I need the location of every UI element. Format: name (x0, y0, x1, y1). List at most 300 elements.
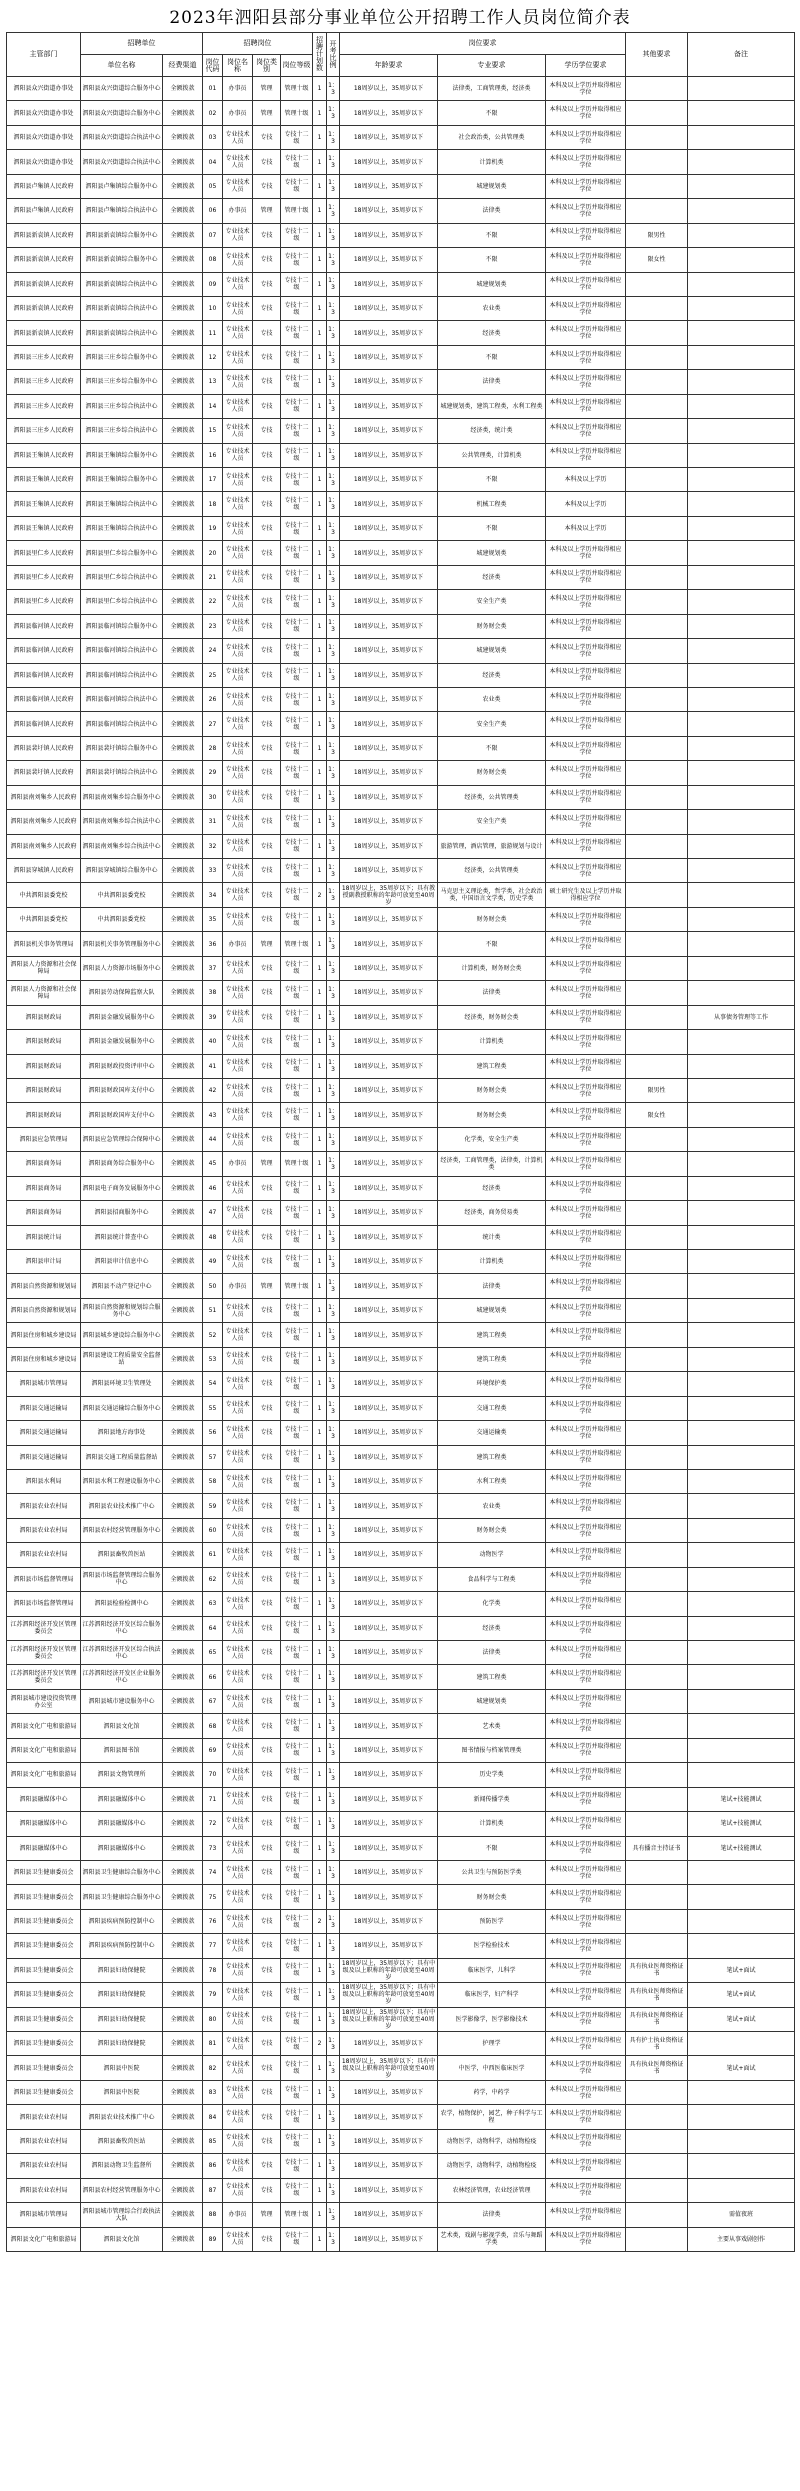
cell-post-code: 03 (203, 125, 223, 149)
cell-ratio: 1：3 (327, 1592, 340, 1616)
cell-age: 18周岁以上，35周岁以下 (340, 443, 438, 467)
cell-ratio: 1：3 (327, 1860, 340, 1884)
cell-post-code: 07 (203, 223, 223, 247)
cell-post-code: 44 (203, 1127, 223, 1151)
cell-unit-name: 泗阳县疾病预防控制中心 (81, 1934, 163, 1958)
cell-other (626, 199, 688, 223)
table-row (7, 1250, 795, 1274)
cell-unit-name: 中共泗阳县委党校 (81, 907, 163, 931)
cell-other (626, 736, 688, 760)
cell-other: 具有护士执业资格证书 (626, 2032, 688, 2056)
header-edu: 学历学位要求 (546, 55, 626, 77)
table-row (7, 370, 795, 394)
cell-post-level: 专技十二级 (281, 2032, 313, 2056)
cell-age: 18周岁以上，35周岁以下 (340, 1738, 438, 1762)
cell-post-type: 专技 (253, 1396, 281, 1420)
cell-post-code: 78 (203, 1958, 223, 1982)
table-row (7, 1469, 795, 1493)
cell-post-level: 专技十二级 (281, 516, 313, 540)
cell-major: 计算机类 (438, 1250, 546, 1274)
cell-ratio: 1：3 (327, 614, 340, 638)
cell-major: 财务财会类 (438, 1885, 546, 1909)
cell-major: 农业类 (438, 1494, 546, 1518)
cell-edu: 本科及以上学历并取得相应学位 (546, 1176, 626, 1200)
cell-dept: 泗阳县卫生健康委员会 (7, 1958, 81, 1982)
cell-funding: 全额拨款 (163, 1958, 203, 1982)
cell-remark (688, 394, 795, 418)
cell-post-level: 专技十二级 (281, 859, 313, 883)
cell-post-code: 71 (203, 1787, 223, 1811)
cell-funding: 全额拨款 (163, 2203, 203, 2227)
cell-ratio: 1：3 (327, 1030, 340, 1054)
table-row (7, 1812, 795, 1836)
cell-post-name: 专业技术人员 (223, 1689, 253, 1713)
cell-other: 具有执业医师资格证书 (626, 2007, 688, 2031)
cell-dept: 泗阳县农业农村局 (7, 1543, 81, 1567)
cell-other (626, 1469, 688, 1493)
cell-funding: 全额拨款 (163, 1543, 203, 1567)
cell-major: 食品科学与工程类 (438, 1567, 546, 1591)
table-row (7, 2032, 795, 2056)
cell-post-level: 专技十二级 (281, 1347, 313, 1371)
cell-ratio: 1：3 (327, 687, 340, 711)
cell-age: 18周岁以上，35周岁以下 (340, 907, 438, 931)
cell-plan: 1 (313, 1641, 327, 1665)
cell-age: 18周岁以上，35周岁以下 (340, 2178, 438, 2202)
table-row (7, 2056, 795, 2080)
cell-post-type: 专技 (253, 1812, 281, 1836)
cell-unit-name: 泗阳县不动产登记中心 (81, 1274, 163, 1298)
cell-other (626, 1054, 688, 1078)
cell-age: 18周岁以上，35周岁以下 (340, 590, 438, 614)
table-row (7, 834, 795, 858)
cell-unit-name: 泗阳县中医院 (81, 2056, 163, 2080)
cell-major: 交通工程类 (438, 1396, 546, 1420)
cell-post-level: 专技十二级 (281, 2227, 313, 2251)
cell-major: 不限 (438, 223, 546, 247)
cell-other (626, 810, 688, 834)
cell-age: 18周岁以上，35周岁以下 (340, 296, 438, 320)
cell-plan: 1 (313, 1518, 327, 1542)
positions-table (6, 32, 795, 2252)
table-row (7, 2154, 795, 2178)
cell-unit-name: 泗阳县财政投资评审中心 (81, 1054, 163, 1078)
cell-remark (688, 2080, 795, 2104)
cell-post-level: 专技十二级 (281, 1567, 313, 1591)
cell-major: 城建规划类，建筑工程类，水利工程类 (438, 394, 546, 418)
cell-major: 艺术类，戏剧与影视学类，音乐与舞蹈学类 (438, 2227, 546, 2251)
cell-unit-name: 泗阳县金融发展服务中心 (81, 1005, 163, 1029)
cell-remark (688, 1323, 795, 1347)
cell-post-code: 52 (203, 1323, 223, 1347)
cell-ratio: 1：3 (327, 883, 340, 907)
cell-edu: 本科及以上学历并取得相应学位 (546, 2227, 626, 2251)
cell-dept: 泗阳县卢集镇人民政府 (7, 199, 81, 223)
cell-post-code: 55 (203, 1396, 223, 1420)
cell-post-name: 专业技术人员 (223, 1372, 253, 1396)
cell-unit-name: 泗阳县建设工程质量安全监督站 (81, 1347, 163, 1371)
cell-plan: 1 (313, 1445, 327, 1469)
cell-plan: 2 (313, 1909, 327, 1933)
cell-post-type: 专技 (253, 1860, 281, 1884)
cell-age: 18周岁以上，35周岁以下 (340, 516, 438, 540)
cell-plan: 1 (313, 1812, 327, 1836)
cell-dept: 泗阳县南刘集乡人民政府 (7, 785, 81, 809)
cell-post-type: 专技 (253, 883, 281, 907)
cell-ratio: 1：3 (327, 394, 340, 418)
cell-age: 18周岁以上，35周岁以下 (340, 1030, 438, 1054)
cell-post-code: 69 (203, 1738, 223, 1762)
cell-other (626, 1812, 688, 1836)
cell-plan: 1 (313, 761, 327, 785)
cell-edu: 本科及以上学历并取得相应学位 (546, 296, 626, 320)
cell-post-code: 83 (203, 2080, 223, 2104)
cell-post-name: 办事员 (223, 1152, 253, 1176)
cell-remark (688, 150, 795, 174)
cell-dept: 泗阳县卫生健康委员会 (7, 2056, 81, 2080)
cell-post-name: 专业技术人员 (223, 1518, 253, 1542)
cell-post-name: 专业技术人员 (223, 1176, 253, 1200)
cell-remark (688, 761, 795, 785)
cell-other (626, 614, 688, 638)
cell-post-name: 专业技术人员 (223, 1030, 253, 1054)
cell-edu: 本科及以上学历并取得相应学位 (546, 1543, 626, 1567)
cell-other (626, 932, 688, 956)
cell-major: 经济类 (438, 565, 546, 589)
cell-plan: 1 (313, 1127, 327, 1151)
cell-dept: 泗阳县自然资源和规划局 (7, 1298, 81, 1322)
cell-edu: 本科及以上学历并取得相应学位 (546, 150, 626, 174)
cell-edu: 本科及以上学历并取得相应学位 (546, 2203, 626, 2227)
cell-post-name: 专业技术人员 (223, 1567, 253, 1591)
table-row (7, 321, 795, 345)
cell-dept: 泗阳县新袁镇人民政府 (7, 296, 81, 320)
cell-ratio: 1：3 (327, 1054, 340, 1078)
cell-dept: 泗阳县卫生健康委员会 (7, 2007, 81, 2031)
cell-post-type: 专技 (253, 1714, 281, 1738)
cell-ratio: 1：3 (327, 248, 340, 272)
cell-post-code: 12 (203, 345, 223, 369)
cell-post-level: 专技十二级 (281, 981, 313, 1005)
cell-ratio: 1：3 (327, 174, 340, 198)
table-row (7, 1592, 795, 1616)
cell-major: 预防医学 (438, 1909, 546, 1933)
cell-plan: 1 (313, 565, 327, 589)
cell-plan: 1 (313, 663, 327, 687)
cell-post-code: 13 (203, 370, 223, 394)
cell-edu: 本科及以上学历 (546, 516, 626, 540)
cell-remark (688, 1689, 795, 1713)
cell-post-code: 87 (203, 2178, 223, 2202)
cell-post-name: 专业技术人员 (223, 687, 253, 711)
cell-funding: 全额拨款 (163, 174, 203, 198)
cell-age: 18周岁以上，35周岁以下 (340, 1812, 438, 1836)
table-row (7, 1909, 795, 1933)
cell-post-name: 专业技术人员 (223, 1323, 253, 1347)
cell-ratio: 1：3 (327, 1812, 340, 1836)
cell-funding: 全额拨款 (163, 150, 203, 174)
cell-ratio: 1：3 (327, 663, 340, 687)
cell-plan: 1 (313, 712, 327, 736)
cell-other (626, 1714, 688, 1738)
cell-plan: 1 (313, 2056, 327, 2080)
cell-other (626, 2105, 688, 2129)
cell-post-level: 专技十二级 (281, 883, 313, 907)
cell-unit-name: 泗阳县卢集镇综合执法中心 (81, 199, 163, 223)
cell-age: 18周岁以上，35周岁以下 (340, 1372, 438, 1396)
cell-post-type: 专技 (253, 1445, 281, 1469)
cell-plan: 1 (313, 1103, 327, 1127)
cell-unit-name: 泗阳县里仁乡综合执法中心 (81, 565, 163, 589)
cell-post-type: 专技 (253, 687, 281, 711)
table-row (7, 1127, 795, 1151)
cell-other (626, 687, 688, 711)
cell-age: 18周岁以上，35周岁以下 (340, 2203, 438, 2227)
cell-other (626, 1127, 688, 1151)
cell-post-type: 专技 (253, 2056, 281, 2080)
cell-other (626, 345, 688, 369)
cell-post-code: 32 (203, 834, 223, 858)
cell-edu: 本科及以上学历并取得相应学位 (546, 907, 626, 931)
cell-dept: 中共泗阳县委党校 (7, 907, 81, 931)
cell-other (626, 468, 688, 492)
cell-edu: 本科及以上学历并取得相应学位 (546, 810, 626, 834)
cell-dept: 泗阳县融媒体中心 (7, 1787, 81, 1811)
cell-plan: 1 (313, 1494, 327, 1518)
cell-other (626, 785, 688, 809)
cell-post-code: 49 (203, 1250, 223, 1274)
cell-plan: 1 (313, 1030, 327, 1054)
cell-funding: 全额拨款 (163, 1347, 203, 1371)
cell-major: 机械工程类 (438, 492, 546, 516)
cell-ratio: 1：3 (327, 1543, 340, 1567)
cell-plan: 1 (313, 1078, 327, 1102)
cell-post-level: 专技十二级 (281, 1934, 313, 1958)
cell-unit-name: 泗阳县临河镇综合执法中心 (81, 687, 163, 711)
cell-post-name: 专业技术人员 (223, 1298, 253, 1322)
cell-major: 统计类 (438, 1225, 546, 1249)
cell-funding: 全额拨款 (163, 1225, 203, 1249)
cell-edu: 本科及以上学历并取得相应学位 (546, 2032, 626, 2056)
cell-post-level: 专技十二级 (281, 272, 313, 296)
cell-post-name: 专业技术人员 (223, 1469, 253, 1493)
cell-post-level: 专技十二级 (281, 565, 313, 589)
cell-remark (688, 2178, 795, 2202)
cell-age: 18周岁以上，35周岁以下 (340, 419, 438, 443)
cell-age: 18周岁以上，35周岁以下 (340, 1518, 438, 1542)
table-row (7, 101, 795, 125)
cell-post-name: 专业技术人员 (223, 834, 253, 858)
cell-post-name: 专业技术人员 (223, 2007, 253, 2031)
cell-post-level: 专技十二级 (281, 443, 313, 467)
cell-funding: 全额拨款 (163, 1176, 203, 1200)
cell-unit-name: 泗阳县王集镇综合服务中心 (81, 468, 163, 492)
cell-post-name: 专业技术人员 (223, 1812, 253, 1836)
cell-edu: 本科及以上学历并取得相应学位 (546, 761, 626, 785)
cell-edu: 本科及以上学历并取得相应学位 (546, 859, 626, 883)
cell-major: 动物医学 (438, 1543, 546, 1567)
cell-major: 化学类 (438, 1592, 546, 1616)
cell-dept: 泗阳县临河镇人民政府 (7, 712, 81, 736)
cell-age: 18周岁以上，35周岁以下 (340, 125, 438, 149)
cell-major: 马克思主义理论类，哲学类，社会政治类，中国语言文学类，历史学类 (438, 883, 546, 907)
cell-dept: 江苏泗阳经济开发区管理委员会 (7, 1665, 81, 1689)
cell-ratio: 1：3 (327, 1176, 340, 1200)
cell-funding: 全额拨款 (163, 1567, 203, 1591)
cell-post-type: 专技 (253, 1787, 281, 1811)
cell-post-name: 专业技术人员 (223, 1347, 253, 1371)
cell-funding: 全额拨款 (163, 199, 203, 223)
cell-major: 新闻传播学类 (438, 1787, 546, 1811)
cell-post-level: 专技十二级 (281, 590, 313, 614)
cell-unit-name: 江苏泗阳经济开发区综合执法中心 (81, 1641, 163, 1665)
cell-edu: 本科及以上学历并取得相应学位 (546, 1274, 626, 1298)
cell-post-level: 管理十级 (281, 101, 313, 125)
cell-funding: 全额拨款 (163, 1518, 203, 1542)
table-row (7, 687, 795, 711)
cell-post-name: 专业技术人员 (223, 1543, 253, 1567)
cell-post-type: 专技 (253, 1616, 281, 1640)
table-row (7, 883, 795, 907)
cell-dept: 泗阳县文化广电和旅游局 (7, 2227, 81, 2251)
cell-remark (688, 492, 795, 516)
cell-edu: 本科及以上学历并取得相应学位 (546, 1909, 626, 1933)
cell-other (626, 1274, 688, 1298)
cell-dept: 泗阳县新袁镇人民政府 (7, 223, 81, 247)
cell-other (626, 370, 688, 394)
cell-post-code: 85 (203, 2129, 223, 2153)
cell-age: 18周岁以上，35周岁以下 (340, 932, 438, 956)
cell-edu: 本科及以上学历并取得相应学位 (546, 2154, 626, 2178)
cell-other (626, 1543, 688, 1567)
cell-remark: 笔试+技能测试 (688, 1836, 795, 1860)
cell-ratio: 1：3 (327, 2007, 340, 2031)
cell-post-type: 专技 (253, 272, 281, 296)
cell-edu: 本科及以上学历并取得相应学位 (546, 1885, 626, 1909)
cell-post-type: 专技 (253, 2129, 281, 2153)
cell-funding: 全额拨款 (163, 370, 203, 394)
cell-unit-name: 泗阳县南刘集乡综合执法中心 (81, 810, 163, 834)
cell-other (626, 1616, 688, 1640)
cell-post-code: 67 (203, 1689, 223, 1713)
header-post-group: 招聘岗位 (203, 33, 313, 55)
cell-unit-name: 江苏泗阳经济开发区综合服务中心 (81, 1616, 163, 1640)
cell-edu: 本科及以上学历并取得相应学位 (546, 736, 626, 760)
cell-funding: 全额拨款 (163, 1152, 203, 1176)
cell-funding: 全额拨款 (163, 321, 203, 345)
cell-funding: 全额拨款 (163, 1616, 203, 1640)
cell-post-code: 51 (203, 1298, 223, 1322)
cell-post-name: 专业技术人员 (223, 541, 253, 565)
cell-post-type: 专技 (253, 468, 281, 492)
cell-major: 医学检验技术 (438, 1934, 546, 1958)
cell-unit-name: 泗阳县农村经营管理服务中心 (81, 1518, 163, 1542)
cell-post-code: 28 (203, 736, 223, 760)
cell-remark (688, 1616, 795, 1640)
cell-post-name: 专业技术人员 (223, 1616, 253, 1640)
cell-age: 18周岁以上，35周岁以下 (340, 956, 438, 980)
cell-funding: 全额拨款 (163, 443, 203, 467)
cell-edu: 本科及以上学历并取得相应学位 (546, 614, 626, 638)
cell-post-code: 65 (203, 1641, 223, 1665)
cell-plan: 1 (313, 590, 327, 614)
cell-post-code: 88 (203, 2203, 223, 2227)
cell-post-name: 专业技术人员 (223, 419, 253, 443)
cell-major: 医学影像学，医学影像技术 (438, 2007, 546, 2031)
cell-major: 经济类，统计类 (438, 419, 546, 443)
cell-age: 18周岁以上，35周岁以下 (340, 1763, 438, 1787)
cell-post-code: 73 (203, 1836, 223, 1860)
cell-remark (688, 321, 795, 345)
cell-ratio: 1：3 (327, 1078, 340, 1102)
cell-post-level: 专技十二级 (281, 761, 313, 785)
cell-edu: 本科及以上学历并取得相应学位 (546, 419, 626, 443)
cell-dept: 泗阳县南刘集乡人民政府 (7, 810, 81, 834)
table-row (7, 443, 795, 467)
cell-unit-name: 泗阳县财政国库支付中心 (81, 1078, 163, 1102)
table-row (7, 712, 795, 736)
cell-unit-name: 泗阳县图书馆 (81, 1738, 163, 1762)
cell-funding: 全额拨款 (163, 1030, 203, 1054)
cell-post-level: 专技十二级 (281, 1812, 313, 1836)
cell-remark (688, 1347, 795, 1371)
cell-post-type: 专技 (253, 1689, 281, 1713)
cell-unit-name: 泗阳县临河镇综合服务中心 (81, 614, 163, 638)
cell-post-level: 专技十二级 (281, 1396, 313, 1420)
cell-ratio: 1：3 (327, 1763, 340, 1787)
table-row (7, 1494, 795, 1518)
cell-plan: 1 (313, 1958, 327, 1982)
cell-post-type: 专技 (253, 1763, 281, 1787)
cell-age: 18周岁以上，35周岁以下 (340, 687, 438, 711)
cell-edu: 本科及以上学历并取得相应学位 (546, 1396, 626, 1420)
cell-other (626, 1372, 688, 1396)
cell-remark: 笔试+面试 (688, 2007, 795, 2031)
cell-plan: 1 (313, 1543, 327, 1567)
cell-plan: 1 (313, 810, 327, 834)
cell-post-level: 专技十二级 (281, 321, 313, 345)
cell-age: 18周岁以上，35周岁以下 (340, 2227, 438, 2251)
cell-plan: 1 (313, 223, 327, 247)
cell-major: 动物医学，动物科学，动植物检疫 (438, 2129, 546, 2153)
cell-edu: 本科及以上学历并取得相应学位 (546, 1787, 626, 1811)
cell-other (626, 101, 688, 125)
cell-ratio: 1：3 (327, 1298, 340, 1322)
cell-post-code: 54 (203, 1372, 223, 1396)
cell-other (626, 907, 688, 931)
cell-post-code: 48 (203, 1225, 223, 1249)
cell-edu: 本科及以上学历并取得相应学位 (546, 101, 626, 125)
cell-remark (688, 1469, 795, 1493)
cell-post-level: 专技十二级 (281, 639, 313, 663)
table-row (7, 2007, 795, 2031)
cell-post-name: 专业技术人员 (223, 1078, 253, 1102)
cell-ratio: 1：3 (327, 932, 340, 956)
cell-edu: 硕士研究生及以上学历并取得相应学位 (546, 883, 626, 907)
cell-edu: 本科及以上学历并取得相应学位 (546, 370, 626, 394)
cell-funding: 全额拨款 (163, 272, 203, 296)
cell-post-type: 专技 (253, 1421, 281, 1445)
cell-funding: 全额拨款 (163, 1983, 203, 2007)
cell-post-name: 专业技术人员 (223, 2129, 253, 2153)
cell-age: 18周岁以上，35周岁以下 (340, 1787, 438, 1811)
cell-unit-name: 泗阳县众兴街道综合服务中心 (81, 101, 163, 125)
header-row-group (7, 33, 795, 55)
cell-remark (688, 663, 795, 687)
cell-edu: 本科及以上学历并取得相应学位 (546, 1469, 626, 1493)
cell-post-code: 05 (203, 174, 223, 198)
cell-age: 18周岁以上，35周岁以下 (340, 321, 438, 345)
